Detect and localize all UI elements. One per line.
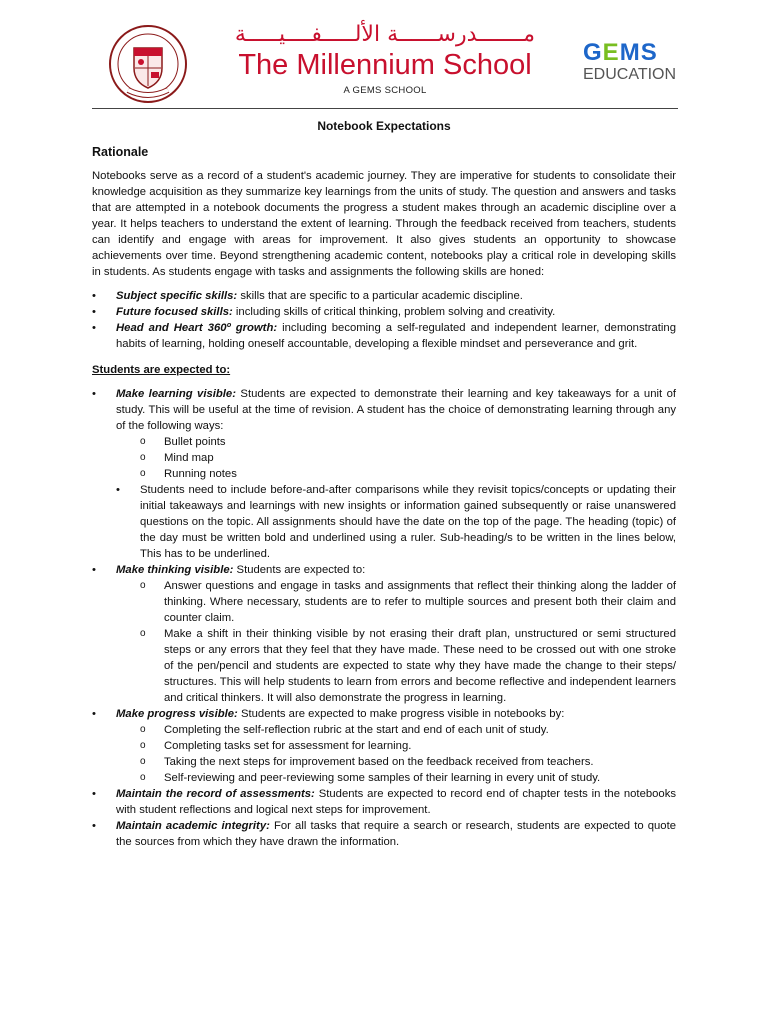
gems-education-logo [583,40,679,92]
list-item: o Completing the self-reflection rubric at the start and end of each unit of study. [140,722,676,738]
list-item: • Subject specific skills: skills that are specific to a particular academic discipline. [92,288,676,304]
document-title: Notebook Expectations [317,119,451,133]
list-item: o Taking the next steps for improvement based on the feedback received from teachers. [140,754,676,770]
learning-notes-list [116,482,676,562]
school-name-arabic: مـــــــدرســــــة الألـــــفــــيـــــة [234,22,536,47]
expectations-heading: Students are expected to: [92,364,231,376]
progress-list [140,722,676,786]
school-name: The Millennium School [238,49,532,81]
list-item: • Make thinking visible: Students are expected to: o Answer questions and engage in tasks and assignments that reflect their thinking along the ladder of thinking. Where necessary, students are to refer to multiple sources and present both their claim and counter claim. o Make a shift in their thinking visible by not erasing their draft plan, unstructured or semi structured steps or any errors that they feel that they have made. These need to be crossed out with one stroke of the pen/pencil and students are expected to state why they have made the change to their steps/ structures. This will help students to learn from errors and become reflective and independent learners and critical thinkers. It will also demonstrate the progress in learning. [92,562,676,706]
expectations-list [92,386,676,850]
rationale-paragraph: Notebooks serve as a record of a student's academic journey. They are imperative for students to consolidate their knowledge acquisition as they summarize key learnings from the units of study. The question and answers and tasks that are attempted in a notebook documents the progress a student makes through an academic discipline over a year. It helps teachers to understand the extent of learning. Through the feedback received from teachers, students can identify and engage with areas for improvement. It also gives students an opportunity to showcase achievements over time. Beyond strengthening academic content, notebooks play a critical role in developing skills in students. As students engage with tasks and assignments the following skills are honed: [92,170,676,278]
list-item: o Mind map [140,450,676,466]
list-item: o Running notes [140,466,676,482]
school-crest-logo [108,24,188,104]
list-item: • Future focused skills: including skills of critical thinking, problem solving and creativity. [92,304,676,320]
learning-ways-list [140,434,676,482]
list-item: • Make progress visible: Students are expected to make progress visible in notebooks by: o Completing the self-reflection rubric at the start and end of each unit of study. o Completing tasks set for assessment for learning. o Taking the next steps for improvement based on the feedback received from teachers. o Self-reviewing and peer-reviewing some samples of their learning in every unit of study. [92,706,676,786]
list-item: • Make learning visible: Students are expected to demonstrate their learning and key takeaways for a unit of study. This will be useful at the time of revision. A student has the choice of demonstrating learning through any of the following ways: o Bullet points o Mind map o Running notes • Students need to include before-and-after comparisons while they revisit topics/concepts or updating their initial takeaways and learnings with new insights or information gained subsequently or raise unanswered questions on the topic. All assignments should have the date on the top of the page. The heading (topic) of the day must be written bold and underlined using a ruler. Sub-heading/s to be written in the lines below, This has to be underlined. [92,386,676,562]
document-body [92,116,676,850]
list-item: o Make a shift in their thinking visible by not erasing their draft plan, unstructured or semi structured steps or any errors that they feel that they have made. These need to be crossed out with one stroke of the pen/pencil and students are expected to state why they have made the change to their steps/ structures. This will help students to learn from errors and become reflective and independent learners and critical thinkers. It will also demonstrate the progress in learning. [140,626,676,706]
education-label: EDUCATION [583,66,677,83]
list-item: • Head and Heart 360º growth: including becoming a self-regulated and independent learner, demonstrating habits of learning, holding oneself accountable, developing a flexible mindset and perseverance and grit. [92,320,676,352]
list-item: o Self-reviewing and peer-reviewing some samples of their learning in every unit of study. [140,770,676,786]
header-divider [92,108,678,109]
thinking-list [140,578,676,706]
skills-list [92,288,676,352]
list-item: • Students need to include before-and-after comparisons while they revisit topics/concepts or updating their initial takeaways and learnings with new insights or information gained subsequently or raise unanswered questions on the topic. All assignments should have the date on the top of the page. The heading (topic) of the day must be written bold and underlined using a ruler. Sub-heading/s to be written in the lines below, This has to be underlined. [116,482,676,562]
gems-wordmark: GEMS [583,39,658,66]
list-item: o Answer questions and engage in tasks and assignments that reflect their thinking along the ladder of thinking. Where necessary, students are to refer to multiple sources and present both their claim and counter claim. [140,578,676,626]
list-item: • Maintain academic integrity: For all tasks that require a search or research, students are expected to quote the sources from which they have drawn the information. [92,818,676,850]
rationale-heading: Rationale [92,145,149,159]
school-tagline: A GEMS SCHOOL [343,85,427,96]
list-item: o Completing tasks set for assessment for learning. [140,738,676,754]
letterhead [0,0,768,108]
list-item: • Maintain the record of assessments: Students are expected to record end of chapter tests in the notebooks with student reflections and logical next steps for improvement. [92,786,676,818]
list-item: o Bullet points [140,434,676,450]
school-brand [200,22,570,98]
